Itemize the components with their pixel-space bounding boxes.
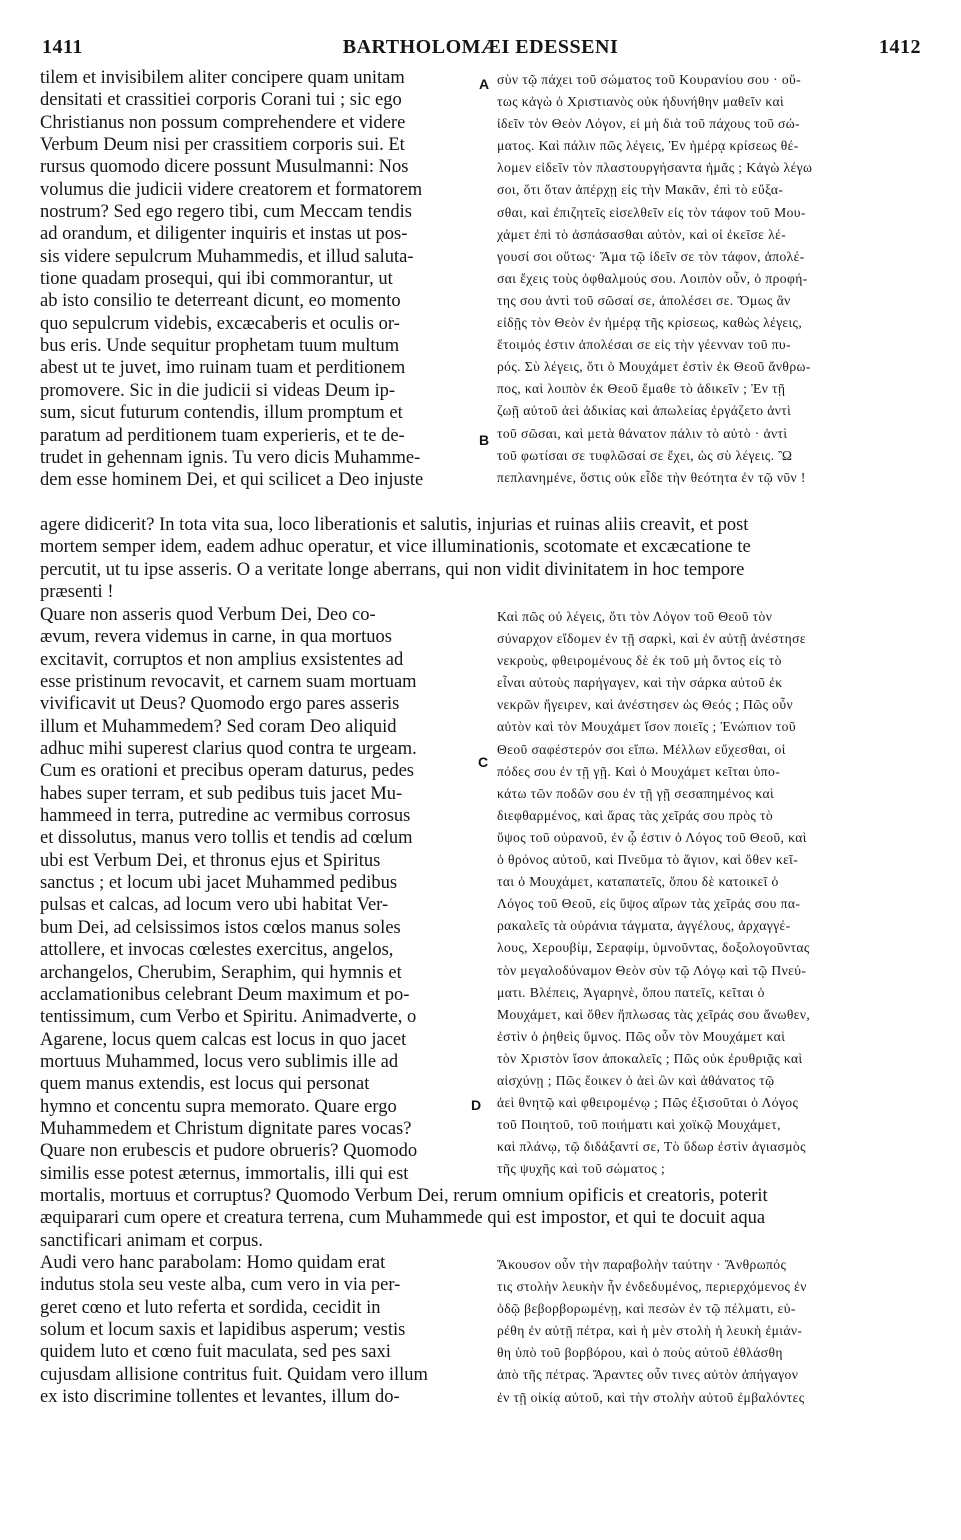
latin-line: sis videre sepulcrum Muhammedis, et illud saluta- <box>40 246 414 267</box>
greek-line: ρέθη ἐν αὐτῇ πέτρα, καὶ ἡ μὲν στολὴ ἡ λευκὴ ἐμιάν- <box>497 1323 803 1339</box>
latin-line: sum, sicut futurum contendis, illum promptum et <box>40 403 403 424</box>
latin-line: dem esse hominem Dei, et qui scilicet a Deo injuste <box>40 470 424 491</box>
latin-line: vivificavit ut Deus? Quomodo ergo pares asseris <box>40 694 400 715</box>
latin-line: Christianus non possum comprehendere et videre <box>40 112 406 133</box>
latin-line: bus eris. Unde sequitur prophetam tuum multum <box>40 336 400 357</box>
latin-line: bum Dei, ad celsissimos istos cœlos manus soles <box>40 917 401 938</box>
greek-line: γουσί σοι οὕτως· Ἅμα τῷ ἰδεῖν σε τὸν τάφον, ἀπολέ- <box>497 248 805 264</box>
greek-line: εἶναι αὐτοὺς παρήγαγεν, καὶ τὴν σάρκα αὐτοῦ ἐκ <box>497 675 783 691</box>
latin-line: adhuc mihi superest clarius quod contra te urgeam. <box>40 739 417 760</box>
greek-line: σοι, ὅτι ὅταν ἀπέρχῃ εἰς τὴν Μακᾶν, ἐπὶ τὸ εὔξα- <box>497 182 784 198</box>
latin-column-3 <box>40 1252 476 1408</box>
latin-line: pulsas et calcas, ad locum vero ubi habitat Ver- <box>40 895 389 916</box>
greek-line: σύναρχον εἴδομεν ἐν τῇ σαρκὶ, καὶ ἐν αὐτῇ ἀνέστησε <box>497 631 806 647</box>
latin-line: geret cœno et luto referta et sordida, cecidit in <box>40 1297 381 1318</box>
latin-line: Quare non asseris quod Verbum Dei, Deo co- <box>40 605 376 625</box>
page-number-left: 1411 <box>42 36 83 58</box>
greek-line: πος, καὶ λοιπὸν ἐκ Θεοῦ ἔμαθε τὸ ἀδικεῖν ; Ἐν τῇ <box>497 381 786 397</box>
greek-line: κάτω τῶν ποδῶν σου ἐν τῇ γῇ σεσαπημένος καὶ <box>497 785 775 801</box>
greek-line: τοῦ φωτίσαι σε τυφλῶσαί σε ἔχει, ὡς σὺ λέγεις. Ὢ <box>497 447 793 463</box>
greek-line: ρός. Σὺ λέγεις, ὅτι ὁ Μουχάμετ ἐστὶν ἐκ Θεοῦ ἄνθρω- <box>497 359 811 375</box>
latin-line: Muhammedem et Christum dignitate pares vocas? <box>40 1118 412 1139</box>
latin-line: habes super terram, et sub pedibus tuis jacet Mu- <box>40 783 403 804</box>
greek-line: ἕτοιμός ἐστιν ἀπολέσαι σε εἰς τὴν γέενναν τοῦ πυ- <box>497 337 791 353</box>
greek-line: τις στολὴν λευκὴν ἦν ἐνδεδυμένος, περιερχόμενος ἐν <box>497 1279 807 1295</box>
greek-column-2 <box>497 606 927 1180</box>
page-number-right: 1412 <box>879 36 921 58</box>
latin-line: solum et locum saxis et lapidibus asperum; vestis <box>40 1320 406 1341</box>
latin-line: Agarene, locus quem calcas est locus in quo jacet <box>40 1029 407 1050</box>
text-line: sanctificari animam et corpus. <box>40 1230 263 1251</box>
greek-line: εἰδῇς τὸν Θεὸν ἐν ἡμέρᾳ τῆς κρίσεως, καθὼς λέγεις, <box>497 315 803 331</box>
latin-line: acclamationibus celebrant Deum maximum et po- <box>40 984 410 1005</box>
latin-line: attollere, et invocas cœlestes exercitus, angelos, <box>40 940 394 961</box>
greek-line: ὁδῷ βεβορβορωμένῃ, καὶ πεσὼν ἐν τῷ πέλματι, εὑ- <box>497 1301 796 1317</box>
margin-marker-d: D <box>471 1097 482 1113</box>
full-width-paragraph-2 <box>40 1185 930 1252</box>
latin-line: trudet in gehennam ignis. Tu vero dicis Muhamme- <box>40 447 421 468</box>
greek-column-1 <box>497 69 927 489</box>
greek-line: Μουχάμετ, καὶ ὅθεν ἥπλωσας τὰς χεῖράς σου ἄνωθεν, <box>497 1006 811 1022</box>
margin-marker-c: C <box>478 754 489 770</box>
latin-line: tentissimum, cum Verbo et Spiritu. Animadverte, o <box>40 1007 417 1028</box>
margin-marker-a: A <box>479 76 490 92</box>
greek-line: ἐν τῇ οἰκίᾳ αὐτοῦ, καὶ τὴν στολὴν αὐτοῦ ἐμβαλόντες <box>497 1389 805 1405</box>
latin-line: excitavit, corruptos et non amplius exsistentes ad <box>40 649 404 670</box>
greek-line: λομεν εἰδεῖν τὸν πλαστουργήσαντα ἡμᾶς ; Κἀγὼ λέγω <box>497 160 813 176</box>
greek-line: τοῦ Ποιητοῦ, τοῦ ποιήματι καὶ χοϊκῷ Μουχάμετ, <box>497 1117 781 1133</box>
latin-line: tione quadam prosequi, qui ibi commorantur, ut <box>40 269 393 290</box>
greek-line: ἰδεῖν τὸν Θεὸν Λόγον, εἰ μὴ διὰ τοῦ πάχους τοῦ σώ- <box>497 116 801 132</box>
latin-line: ex isto discrimine tollentes et levantes, illum do- <box>40 1387 400 1408</box>
greek-line: ται ὁ Μουχάμετ, καταπατεῖς, ὅπου δὲ κατοικεῖ ὁ <box>497 874 779 890</box>
greek-line: θη ὑπὸ τοῦ βορβόρου, καὶ ὁ ποὺς αὐτοῦ ἐθλάσθη <box>497 1345 783 1361</box>
greek-line: χάμετ ἐπὶ τὸ ἀσπάσασθαι αὐτὸν, καὶ οἱ ἐκεῖσε λέ- <box>497 226 787 242</box>
greek-line: αὐτὸν καὶ τὸν Μουχάμετ ἴσον ποιεῖς ; Ἐνώπιον τοῦ <box>497 719 796 735</box>
greek-line: Θεοῦ σαφέστερόν σοι εἴπω. Μέλλων εὔχεσθαι, οἱ <box>497 741 786 757</box>
latin-line: archangelos, Cherubim, Seraphim, qui hymnis et <box>40 962 402 983</box>
latin-line: Quare non erubescis et pudore obrueris? Quomodo <box>40 1141 418 1162</box>
greek-line: νεκρῶν ἤγειρεν, καὶ ἀνέστησεν ὡς Θεός ; Πῶς οὖν <box>497 697 794 713</box>
greek-line: καὶ πλάνῳ, τῷ διδάξαντί σε, Τὸ ὕδωρ ἐστὶν ἁγιασμὸς <box>497 1139 806 1155</box>
latin-line: paratum ad perditionem tuam experieris, et te de- <box>40 425 405 446</box>
greek-line: ματος. Καὶ πάλιν πῶς λέγεις, Ἐν ἡμέρᾳ κρίσεως θέ- <box>497 138 799 154</box>
latin-line: abest ut te juvet, imo ruinam tuam et perditionem <box>40 358 406 379</box>
greek-line: τὸν μεγαλοδύναμον Θεὸν σὺν τῷ Λόγῳ καὶ τῷ Πνεύ- <box>497 962 807 978</box>
latin-line: Verbum Deum nisi per crassitiem corporis sui. Et <box>40 135 405 156</box>
latin-line: quo sepulcrum videbis, excæcaberis et oculis or- <box>40 313 400 334</box>
latin-line: volumus die judicii videre creatorem et formatorem <box>40 179 423 200</box>
latin-line: cujusdam allisione contritus fuit. Quidam vero illum <box>40 1364 428 1385</box>
margin-marker-b: B <box>479 432 490 448</box>
text-line: æquiparari cum opere et creatura terrena, cum Muhammede qui est impostor, et qui te docuit aqua <box>40 1208 766 1229</box>
latin-line: sanctus ; et locum ubi jacet Muhammed pedibus <box>40 873 398 894</box>
greek-line: της σου ἀντὶ τοῦ σῶσαί σε, ἀπολέσει σε. Ὅμως ἂν <box>497 292 791 308</box>
greek-line: Ἄκουσον οὖν τὴν παραβολὴν ταύτην · Ἄνθρωπός <box>497 1257 787 1272</box>
greek-line: ματι. Βλέπεις, Ἀγαρηνὲ, ὅπου πατεῖς, κεῖται ὁ <box>497 984 765 1000</box>
latin-line: ad orandum, et diligenter inquiris et instas ut pos- <box>40 224 408 245</box>
text-line: agere didicerit? In tota vita sua, loco liberationis et salutis, injurias et ruinas aliis creavit, et post <box>40 515 749 535</box>
greek-line: σὺν τῷ πάχει τοῦ σώματος τοῦ Κουρανίου σου · οὕ- <box>497 72 802 87</box>
latin-line: ab isto consilio te deterreant dicunt, eo momento <box>40 291 401 312</box>
latin-column-1 <box>40 67 476 492</box>
latin-line: indutus stola seu veste alba, cum vero in via per- <box>40 1275 401 1296</box>
latin-line: esse pristinum revocavit, et carnem suam mortuam <box>40 672 417 693</box>
latin-line: et dissolutus, manus vero tollis et tendis ad cœlum <box>40 828 413 849</box>
latin-line: mortuus Muhammed, locus vero sublimis ille ad <box>40 1051 399 1072</box>
greek-line: Λόγος τοῦ Θεοῦ, εἰς ὕψος αἴρων τὰς χεῖράς σου πα- <box>497 896 801 912</box>
latin-line: promovere. Sic in die judicii si videas Deum ip- <box>40 380 396 401</box>
greek-line: ρακαλεῖς τὰ οὐράνια τάγματα, ἀγγέλους, ἀρχαγγέ- <box>497 918 791 934</box>
latin-line: tilem et invisibilem aliter concipere quam unitam <box>40 68 405 88</box>
text-line: mortem semper idem, eadem adhuc operatur, et vice illuminationis, scotomate et excæcatione te <box>40 537 751 558</box>
greek-line: τὸν Χριστὸν ἴσον ἀποκαλεῖς ; Πῶς οὐκ ἐρυθριᾷς καὶ <box>497 1050 803 1066</box>
latin-line: ævum, revera videmus in carne, in qua mortuos <box>40 627 392 648</box>
greek-line: σαι ἔχεις τοὺς ὀφθαλμούς σου. Λοιπὸν οὖν, ὁ προφή- <box>497 270 808 286</box>
latin-line: quem manus extendis, est locus qui personat <box>40 1074 370 1095</box>
greek-line: πεπλανημένε, ὅστις οὐκ εἶδε τὴν θεότητα ἐν τῷ νῦν ! <box>497 469 806 485</box>
greek-line: τως κἀγὼ ὁ Χριστιανὸς οὐκ ἠδυνήθην μαθεῖν καὶ <box>497 94 785 110</box>
greek-line: ὕψος τοῦ οὐρανοῦ, ἐν ᾧ ἐστιν ὁ Λόγος τοῦ Θεοῦ, καὶ <box>497 829 807 845</box>
greek-line: τοῦ σῶσαι, καὶ μετὰ θάνατον πάλιν τὸ αὐτὸ · ἀντὶ <box>497 425 788 441</box>
greek-line: αἰσχύνῃ ; Πῶς ἔοικεν ὁ ἀεὶ ὢν καὶ ἀθάνατος τῷ <box>497 1072 775 1088</box>
latin-line: Cum es orationi et precibus operam daturus, pedes <box>40 761 415 782</box>
latin-line: quidem luto et cœno fuit maculata, sed pes saxi <box>40 1342 391 1363</box>
latin-line: illum et Muhammedem? Sed coram Deo aliquid <box>40 716 397 737</box>
latin-line: ubi est Verbum Dei, et thronus ejus et Spiritus <box>40 850 381 871</box>
greek-line: Καὶ πῶς οὐ λέγεις, ὅτι τὸν Λόγον τοῦ Θεοῦ τὸν <box>497 609 773 624</box>
greek-line: λους, Χερουβίμ, Σεραφίμ, ὑμνοῦντας, δοξολογοῦντας <box>497 940 810 956</box>
greek-line: ζωῇ αὐτοῦ ἀεὶ ἀδικίας καὶ ἀπωλείας ἐργάζετο ἀντὶ <box>497 403 792 419</box>
latin-line: densitati et crassitiei corporis Corani tui ; sic ego <box>40 90 402 111</box>
greek-line: νεκροὺς, φθειρομένους δὲ ἐκ τοῦ μὴ ὄντος εἰς τὸ <box>497 653 782 669</box>
latin-line: Audi vero hanc parabolam: Homo quidam erat <box>40 1253 386 1273</box>
latin-line: hymno et concentu supra memorato. Quare ergo <box>40 1096 397 1117</box>
greek-line: διεφθαρμένος, καὶ ἄρας τὰς χεῖράς σου πρὸς τὸ <box>497 807 774 823</box>
text-line: mortalis, mortuus et corruptus? Quomodo Verbum Dei, rerum omnium opificis et creatoris, poterit <box>40 1186 768 1206</box>
full-width-paragraph-1 <box>40 514 930 603</box>
running-title: BARTHOLOMÆI EDESSENI <box>342 36 619 58</box>
greek-line: ὁ θρόνος αὐτοῦ, καὶ Πνεῦμα τὸ ἅγιον, καὶ ὅθεν κεῖ- <box>497 852 799 868</box>
greek-line: τῆς ψυχῆς καὶ τοῦ σώματος ; <box>497 1161 666 1177</box>
greek-line: ἀεὶ θνητῷ καὶ φθειρομένῳ ; Πῶς ἐξισοῦται ὁ Λόγος <box>497 1095 799 1111</box>
text-line: percutit, ut tu ipse asseris. O a veritate longe aberrans, qui non vidit divinitatem in hoc tempore <box>40 559 745 580</box>
latin-line: hammeed in terra, putredine ac vermibus corrosus <box>40 806 411 827</box>
latin-column-2 <box>40 604 476 1185</box>
greek-line: σθαι, καὶ ἐπιζητεῖς εἰσελθεῖν εἰς τὸν τάφον τοῦ Μου- <box>497 204 806 220</box>
text-line: præsenti ! <box>40 581 114 602</box>
latin-line: similis esse potest æternus, immortalis, illi qui est <box>40 1163 409 1184</box>
latin-line: rursus quomodo dicere possunt Musulmanni: Nos <box>40 157 409 178</box>
greek-line: ἐστὶν ὁ ῥηθεὶς ὕμνος. Πῶς οὖν τὸν Μουχάμετ καὶ <box>497 1028 786 1044</box>
greek-line: ἀπὸ τῆς πέτρας. Ἄραντες οὖν τινες αὐτὸν ἀπήγαγον <box>497 1367 799 1383</box>
latin-line: nostrum? Sed ego regero tibi, cum Meccam tendis <box>40 202 412 223</box>
greek-column-3 <box>497 1254 927 1409</box>
page-header <box>0 36 961 60</box>
greek-line: πόδες σου ἐν τῇ γῇ. Καὶ ὁ Μουχάμετ κεῖται ὑπο- <box>497 763 781 779</box>
